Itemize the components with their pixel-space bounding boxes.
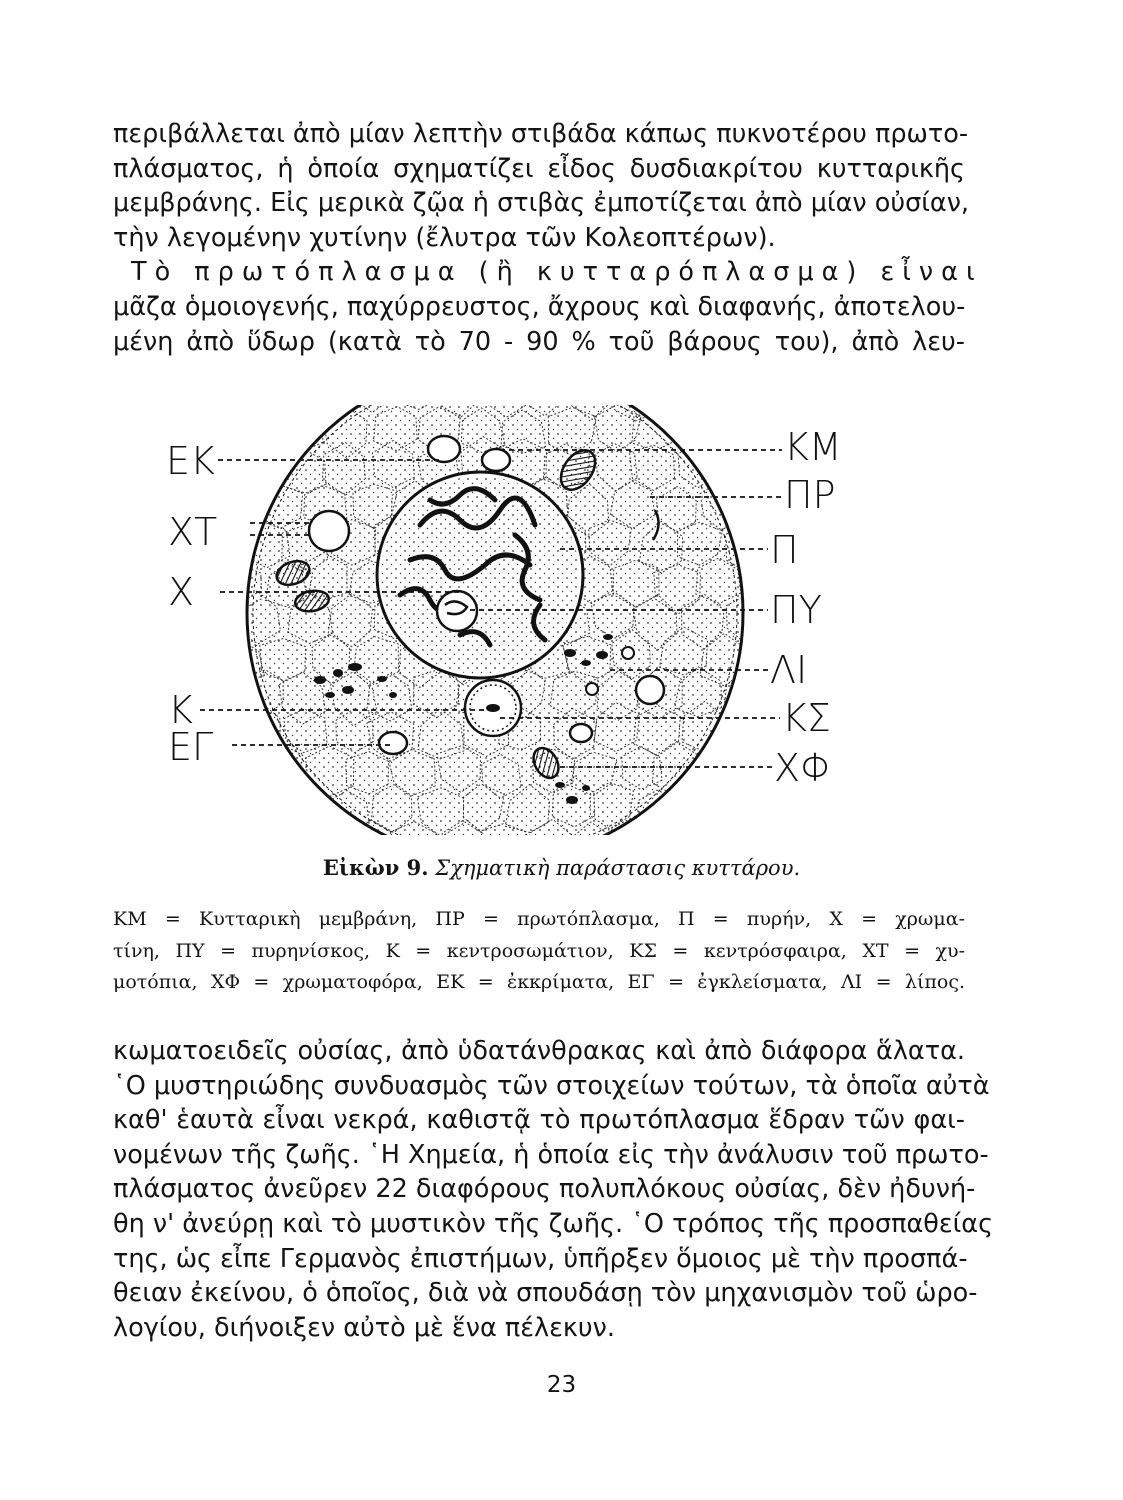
- cytoplasm-cell: [264, 826, 304, 835]
- label-ek: ΕΚ: [166, 439, 215, 483]
- cell-diagram: [160, 405, 880, 835]
- cytoplasm-cell: [659, 818, 704, 835]
- figure-legend: [113, 904, 965, 999]
- cytoplasm-cell: [239, 441, 287, 489]
- granule: [586, 683, 598, 695]
- cytoplasm-cell: [219, 748, 265, 789]
- cytoplasm-cell: [723, 407, 767, 455]
- text-line: μεμβράνης. Εἰς μερικὰ ζῷα ἡ στιβὰς ἐμποτίζεται ἀπὸ μίαν οὐσίαν,: [113, 188, 970, 219]
- chymotope-vacuole: [309, 511, 349, 551]
- text-line: πλάσματος, ἡ ὁποία σχηματίζει εἶδος δυσδιακρίτου κυτταρικῆς: [113, 153, 965, 184]
- label-p: Π: [770, 528, 799, 572]
- caption-text: Σχηματικὴ παράστασις κυττάρου.: [435, 856, 801, 880]
- text-line: ῾Ο μυστηριώδης συνδυασμὸς τῶν στοιχείων τούτων, τὰ ὁποῖα αὐτὰ: [113, 1070, 990, 1101]
- cytoplasm-cell: [218, 480, 263, 526]
- cytoplasm-cell: [696, 828, 742, 836]
- label-xt: ΧΤ: [168, 510, 218, 554]
- cytoplasm-cell: [301, 405, 343, 409]
- legend-line: ΚΜ = Κυτταρικὴ μεμβράνη, ΠΡ = πρωτόπλασμα, Π = πυρήν, Χ = χρωμα-: [113, 908, 965, 930]
- bottom-paragraph: [113, 1034, 994, 1345]
- label-li: ΛΙ: [770, 648, 808, 692]
- text-line: Τὸ πρωτόπλασμα (ἢ κυτταρόπλασμα) εἶναι: [131, 257, 983, 288]
- label-km: ΚΜ: [784, 425, 842, 469]
- label-k: Κ: [168, 688, 193, 732]
- cytoplasm-cell: [705, 405, 749, 418]
- figure-caption: [0, 855, 1123, 880]
- page-number: 23: [546, 1372, 577, 1398]
- label-pr: ΠΡ: [784, 473, 836, 517]
- text-line: καθ' ἑαυτὰ εἶναι νεκρά, καθιστᾷ τὸ πρωτόπλασμα ἕδραν τῶν φαι-: [113, 1105, 965, 1136]
- label-ks: ΚΣ: [782, 696, 831, 740]
- label-eg: ΕΓ: [168, 725, 214, 769]
- text-line: νομένων τῆς ζωῆς. ῾Η Χημεία, ἡ ὁποία εἰς τὴν ἀνάλυσιν τοῦ πρωτο-: [113, 1139, 989, 1170]
- cytoplasm-cell: [220, 824, 262, 835]
- nucleolus: [437, 591, 477, 631]
- cytoplasm-cell: [308, 825, 355, 835]
- cytoplasm-cell: [723, 712, 769, 763]
- cytoplasm-cell: [248, 786, 285, 835]
- cytoplasm-cell: [722, 787, 769, 835]
- granule: [622, 647, 634, 659]
- text-line: της, ὡς εἶπε Γερμανὸς ἐπιστήμων, ὑπῆρξεν ὅμοιος μὲ τὴν προσπά-: [113, 1243, 968, 1274]
- text-line: τὴν λεγομένην χυτίνην (ἔλυτρα τῶν Κολεοπτέρων).: [113, 222, 776, 253]
- text-line: κωματοειδεῖς οὐσίας, ἀπὸ ὑδατάνθρακας καὶ ἀπὸ διάφορα ἅλατα.: [113, 1036, 965, 1066]
- label-x: Χ: [168, 570, 195, 614]
- legend-line: μοτόπια, ΧΦ = χρωματοφόρα, ΕΚ = ἐκκρίματα, ΕΓ = ἐγκλείσματα, ΛΙ = λίπος.: [113, 971, 965, 993]
- vacuole: [636, 676, 664, 704]
- text-line: πλάσματος ἀνεῦρεν 22 διαφόρους πολυπλόκους οὐσίας, δὲν ἠδυνή-: [113, 1174, 976, 1205]
- caption-number: Εἰκὼν 9.: [322, 855, 429, 880]
- cytoplasm-cell: [721, 449, 767, 496]
- text-line: θειαν ἐκείνου, ὁ ὁποῖος, διὰ νὰ σπουδάσῃ τὸν μηχανισμὸν τοῦ ὡρο-: [113, 1278, 978, 1309]
- cytoplasm-cell: [217, 405, 262, 421]
- cytoplasm-cell: [696, 746, 742, 793]
- cytoplasm-cell: [660, 405, 702, 425]
- text-line: μᾶζα ὁμοιογενής, παχύρρευστος, ἄχρους καὶ διαφανής, ἀποτελου-: [113, 291, 966, 322]
- label-py: ΠΥ: [770, 588, 822, 632]
- text-line: θη ν' ἀνεύρῃ καὶ τὸ μυστικὸν τῆς ζωῆς. ῾Ο τρόπος τῆς προσπαθείας: [113, 1208, 994, 1239]
- label-xf: ΧΦ: [774, 746, 833, 790]
- legend-line: τίνη, ΠΥ = πυρηνίσκος, Κ = κεντροσωμάτιον, ΚΣ = κεντρόσφαιρα, ΧΤ = χυ-: [113, 939, 965, 962]
- nucleus-texture: [381, 476, 579, 674]
- cytoplasm-cell: [681, 786, 726, 831]
- top-paragraph: [113, 117, 983, 359]
- cytoplasm-cell: [256, 405, 303, 415]
- text-line: περιβάλλεται ἀπὸ μίαν λεπτὴν στιβάδα κάπως πυκνοτέρου πρωτο-: [113, 119, 969, 149]
- text-line: μένη ἀπὸ ὕδωρ (κατὰ τὸ 70 - 90 % τοῦ βάρους του), ἀπὸ λευ-: [113, 326, 965, 357]
- text-line: λογίου, διήνοιξεν αὐτὸ μὲ ἕνα πέλεκυν.: [113, 1312, 616, 1343]
- cytoplasm-cell: [236, 405, 279, 458]
